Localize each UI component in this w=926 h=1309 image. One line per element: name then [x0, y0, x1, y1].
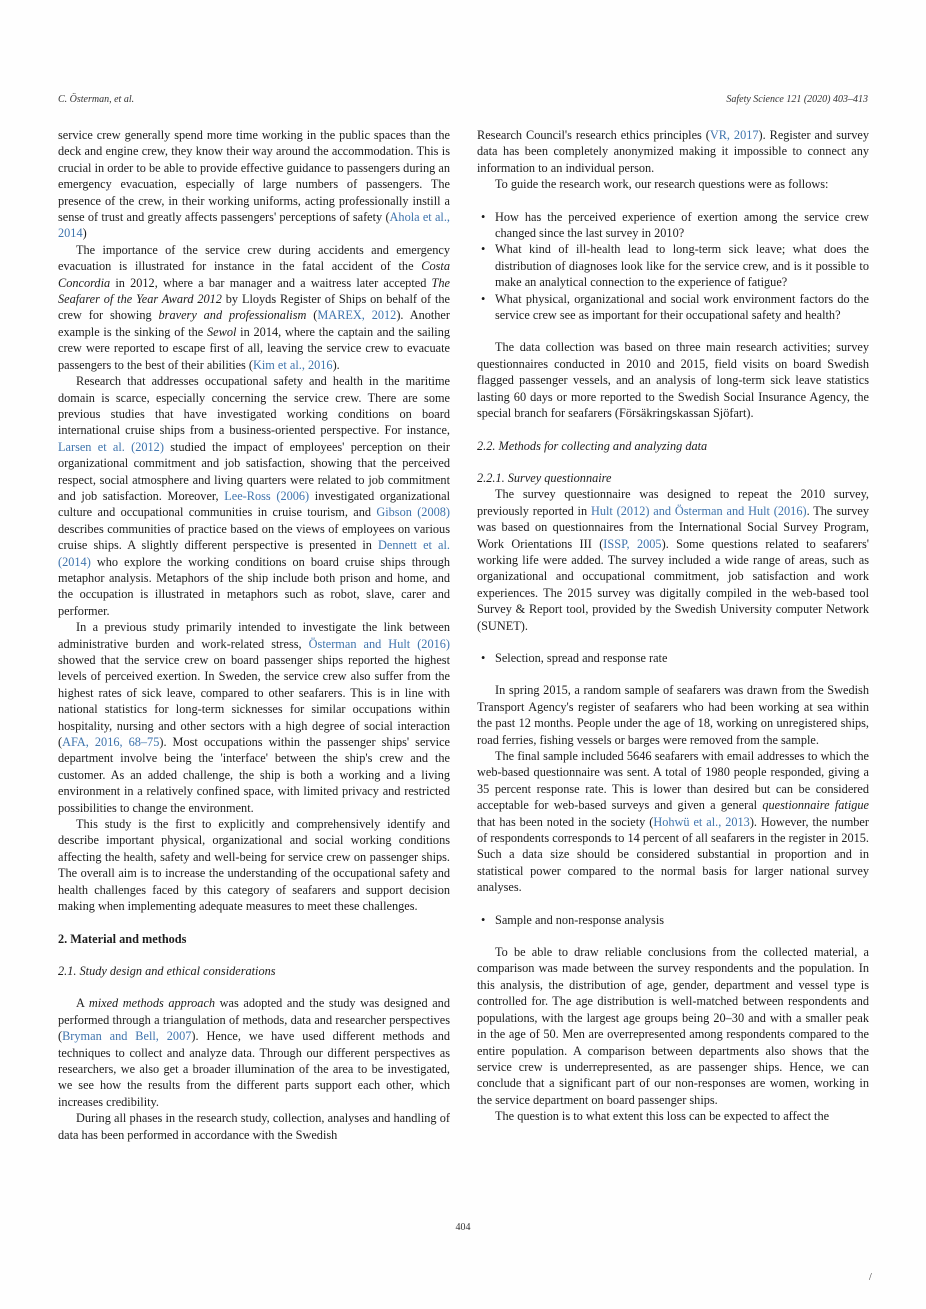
citation-link[interactable]: Larsen et al. (2012)	[58, 439, 164, 454]
right-column	[477, 127, 869, 1125]
paragraph: This study is the first to explicitly and comprehensively identify and describe important physical, organizational and social working conditions affecting the health, safety and well-being for service crew on passenger ships. The overall aim is to increase the understanding of the occupational safety and health challenges faced by this category of seafarers and support decision making when implementing adequate measures to meet these challenges.	[58, 817, 450, 914]
paragraph: Research that addresses occupational safety and health in the maritime domain is scarce, especially concerning the service crew. There are some previous studies that have investigated working conditions on board international cruise ships from a business-oriented perspective. For instance, Larsen et al. (2012) studied the impact of employees' perception on their organizational commitment and job satisfaction, showing that the perceived respect, social atmosphere and living quarters were related to job commitment and job satisfaction. Moreover, Lee-Ross (2006) investigated organizational culture and occupational communities in cruise tourism, and Gibson (2008) describes communities of practice based on the views of employees on various cruise ships. A slightly different perspective is presented in Dennett et al. (2014) who explore the working conditions on board cruise ships through metaphor analysis. Metaphors of the ship include both prison and home, and the occupation is illustrated in metaphors such as robot, slave, carer and performer.	[58, 374, 451, 618]
page-number: 404	[455, 1222, 471, 1233]
citation-link[interactable]: VR, 2017	[709, 128, 759, 142]
paragraph: To be able to draw reliable conclusions from the collected material, a comparison was made between the survey respondents and the population. In this analysis, the distribution of age, gender, department and vessel type is controlled for. The age distribution is well-matched between respondents and populations, with the largest age groups being 20–30 and with a smaller peak in the age of 50. Men are overrepresented among respondents compared to the entire population. A comparison between departments also shows that the service crew is underrepresented, as are passenger ships. Hence, we can conclude that a significant part of our non-responses are women, working in the service department on board passenger ships.	[477, 945, 869, 1107]
paragraph: During all phases in the research study, collection, analyses and handling of data has been performed in accordance with the Swedish	[58, 1111, 450, 1142]
paragraph: A mixed methods approach was adopted and the study was designed and performed through a triangulation of methods, data and researcher perspectives (Bryman and Bell, 2007). Hence, we have used different methods and techniques to collect and analyze data. Through our different perspectives as researchers, we also get a broader illumination of the area to be investigated, we see how the results from the different parts support each other, which increases credibility.	[58, 996, 450, 1109]
list-item: • What physical, organizational and social work environment factors do the service crew see as important for their occupational safety and health?	[477, 291, 869, 324]
subsection-heading: 2.2. Methods for collecting and analyzing data	[477, 438, 708, 453]
running-header-journal: Safety Science 121 (2020) 403–413	[726, 94, 868, 105]
bullet-heading	[477, 650, 869, 666]
paragraph: The survey questionnaire was designed to repeat the 2010 survey, previously reported in Hult (2012) and Österman and Hult (2016). The survey was based on questionnaires from the International Social Survey Program, Work Orientations III (ISSP, 2005). Some questions related to seafarers' working life were added. The survey included a wide range of areas, such as organizational and occupational commitment, job satisfaction and work experiences. The 2015 survey was digitally compiled in the web-based tool Survey & Report tool, provided by the Swedish University computer Network (SUNET).	[477, 487, 870, 633]
paragraph: The importance of the service crew during accidents and emergency evacuation is illustrated for instance in the fatal accident of the Costa Concordia in 2012, where a bar manager and a waitress later accepted The Seafarer of the Year Award 2012 by Lloyds Register of Ships on behalf of the crew for showing bravery and professionalism (MAREX, 2012). Another example is the sinking of the Sewol in 2014, where the captain and the sailing crew were reported to escape first of all, leaving the service crew to evacuate passengers to the best of their abilities (Kim et al., 2016).	[58, 242, 450, 372]
citation-link[interactable]: MAREX, 2012	[317, 308, 397, 323]
citation-link[interactable]: Gibson (2008)	[376, 505, 451, 520]
citation-link[interactable]: Hult (2012) and Österman and Hult (2016)	[590, 503, 807, 518]
paragraph: service crew generally spend more time working in the public spaces than the deck and engine crew, they know their way around the accommodation. This is crucial in order to be able to provide effective guidance to passengers during an emergency evacuation, especially of large numbers of passengers. The presence of the crew, in their working uniforms, acting professionally instill a sense of trust and greatly affects passengers' perceptions of safety (Ahola et al., 2014)	[58, 128, 450, 241]
paragraph: The data collection was based on three main research activities; survey questionnaires conducted in 2010 and 2015, field visits on board Swedish flagged passenger vessels, and an analysis of long-term sick leave statistics lasting 60 days or more reported to the Swedish Social Insurance Agency, the special branch for seafarers (Försäkringskassan Sjöfart).	[477, 340, 869, 421]
left-column	[58, 127, 450, 1143]
list-item: • Sample and non-response analysis	[477, 912, 869, 928]
research-questions-list	[477, 209, 869, 324]
subsection-heading: 2.1. Study design and ethical considerations	[58, 963, 276, 978]
citation-link[interactable]: Hohwü et al., 2013	[653, 814, 750, 829]
paragraph: To guide the research work, our research questions were as follows:	[495, 177, 829, 192]
bullet-heading	[477, 912, 869, 928]
paragraph: The question is to what extent this loss can be expected to affect the	[495, 1109, 830, 1124]
list-item: • How has the perceived experience of exertion among the service crew changed since the last survey in 2010?	[477, 209, 869, 242]
corner-mark: /	[869, 1272, 872, 1283]
citation-link[interactable]: AFA, 2016, 68–75	[62, 735, 160, 750]
citation-link[interactable]: Bryman and Bell, 2007	[62, 1029, 192, 1044]
paragraph: Research Council's research ethics principles (VR, 2017). Register and survey data has been completely anonymized making it impossible to connect any information to an individual person.	[477, 128, 869, 175]
running-header-authors: C. Österman, et al.	[58, 94, 135, 105]
paragraph: In spring 2015, a random sample of seafarers was drawn from the Swedish Transport Agency's register of seafarers who had been working at sea within the past 12 months. People under the age of 18, working on unregistered ships, road ferries, fishing vessels or barges were removed from the sample.	[477, 683, 869, 747]
paragraph: In a previous study primarily intended to investigate the link between administrative burden and work-related stress, Österman and Hult (2016) showed that the service crew on board passenger ships reported the highest levels of perceived exertion. In Sweden, the service crew also suffer from the highest rates of sick leave, compared to other seafarers. This is in line with national statistics for long-term sicknesses for similar occupations within hospitality, nursing and other sectors with a high degree of social interaction (AFA, 2016, 68–75). Most occupations within the passenger ships' service department involve being the 'interface' between the ship's crew and the customer. As an added challenge, the ship is both a working and a living environment in a relatively confined space, with limited privacy and restricted possibilities to change the environment.	[58, 620, 450, 815]
section-heading: 2. Material and methods	[58, 931, 187, 946]
citation-link[interactable]: Kim et al., 2016	[253, 357, 333, 372]
citation-link[interactable]: ISSP, 2005	[603, 536, 662, 551]
paragraph: The final sample included 5646 seafarers with email addresses to which the web-based questionnaire was sent. A total of 1980 people responded, giving a 35 percent response rate. This is lower than desired but can be considered acceptable for web-based surveys and given a general questionnaire fatigue that has been noted in the society (Hohwü et al., 2013). However, the number of respondents corresponds to 14 percent of all seafarers in the register in 2015. Such a data size should be considered substantial in proportion and in statistical power compared to the normal basis for larger national survey analyses.	[477, 749, 869, 895]
list-item: • What kind of ill-health lead to long-term sick leave; what does the distribution of diagnoses look like for the service crew, and is it possible to make an analytical connection to the experience of fatigue?	[477, 241, 869, 290]
citation-link[interactable]: Dennett et al. (2014)	[58, 538, 450, 569]
citation-link[interactable]: Österman and Hult (2016)	[308, 636, 450, 651]
list-item: • Selection, spread and response rate	[477, 650, 869, 666]
citation-link[interactable]: Lee-Ross (2006)	[224, 488, 310, 503]
subsubsection-heading: 2.2.1. Survey questionnaire	[477, 470, 612, 485]
citation-link[interactable]: Ahola et al., 2014	[58, 210, 450, 241]
